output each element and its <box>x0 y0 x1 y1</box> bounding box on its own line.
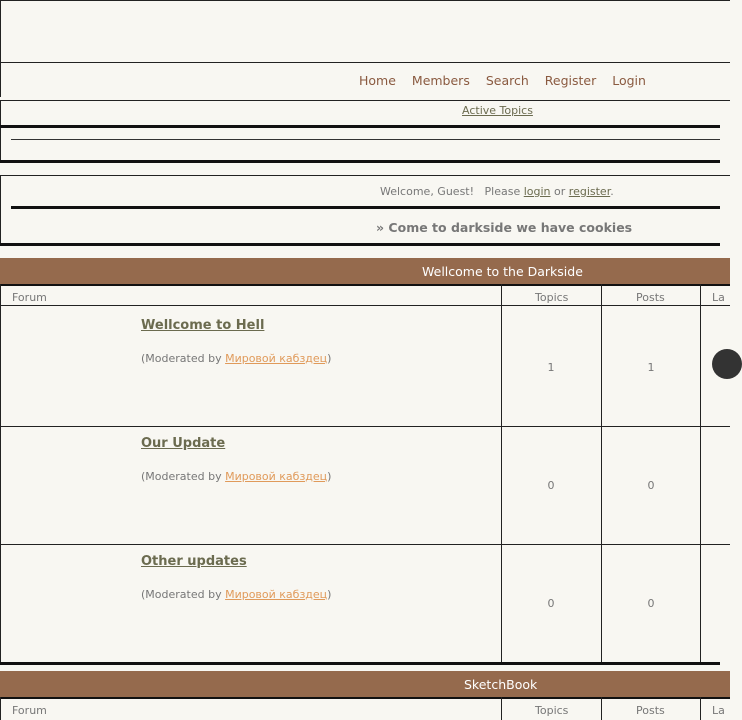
forum-link-our-update[interactable]: Our Update <box>141 436 226 451</box>
post-count: 0 <box>647 597 655 610</box>
moderator-link[interactable]: Мировой кабздец <box>225 352 328 365</box>
col-last: La <box>712 291 725 304</box>
moderated-by <box>141 588 331 601</box>
col-topics: Topics <box>535 704 569 717</box>
moderated-prefix: (Moderated by <box>141 588 226 601</box>
category-header <box>0 258 730 284</box>
welcome-please: Please <box>484 185 521 198</box>
welcome-register-link[interactable]: register <box>568 185 611 198</box>
active-topics-box <box>0 100 730 162</box>
category-title: SketchBook <box>464 677 538 692</box>
forum-link-wellcome-to-hell[interactable]: Wellcome to Hell <box>141 318 265 333</box>
table-bottom-border <box>0 662 720 665</box>
col-forum: Forum <box>12 291 47 304</box>
col-topics: Topics <box>535 291 569 304</box>
welcome-login-link[interactable]: login <box>523 185 551 198</box>
divider <box>11 206 720 209</box>
post-count: 0 <box>647 479 655 492</box>
nav-members-link[interactable]: Members <box>411 73 470 88</box>
nav-login-link[interactable]: Login <box>612 73 646 88</box>
welcome-period: . <box>610 185 614 198</box>
moderated-prefix: (Moderated by <box>141 352 226 365</box>
table-border <box>700 697 701 720</box>
topic-count: 0 <box>547 479 555 492</box>
topic-count: 0 <box>547 597 555 610</box>
announcement-text: » Come to darkside we have cookies <box>376 220 633 235</box>
row-separator <box>0 544 730 545</box>
table-border <box>0 284 1 664</box>
col-posts: Posts <box>636 704 665 717</box>
table-border <box>501 697 502 720</box>
forum-link-other-updates[interactable]: Other updates <box>141 554 247 569</box>
moderated-suffix: ) <box>327 352 332 365</box>
column-header-row <box>0 697 730 719</box>
active-topics-link[interactable]: Active Topics <box>462 104 533 117</box>
moderated-prefix: (Moderated by <box>141 470 226 483</box>
divider <box>0 125 720 128</box>
welcome-or: or <box>554 185 566 198</box>
category-header <box>0 671 730 697</box>
col-last: La <box>712 704 725 717</box>
table-border <box>0 697 1 720</box>
column-header-row <box>0 284 730 306</box>
moderated-suffix: ) <box>327 588 332 601</box>
moderator-link[interactable]: Мировой кабздец <box>225 470 328 483</box>
moderated-by <box>141 352 331 365</box>
topic-count: 1 <box>547 361 555 374</box>
nav-search-link[interactable]: Search <box>485 73 529 88</box>
avatar[interactable] <box>712 349 742 379</box>
row-separator <box>0 426 730 427</box>
welcome-greeting: Welcome, Guest! <box>380 185 475 198</box>
moderated-by <box>141 470 331 483</box>
nav-home-link[interactable]: Home <box>359 73 396 88</box>
moderated-suffix: ) <box>327 470 332 483</box>
divider <box>0 243 720 246</box>
main-navbar <box>0 72 720 90</box>
post-count: 1 <box>647 361 655 374</box>
divider <box>0 160 720 163</box>
category-title: Wellcome to the Darkside <box>422 264 583 279</box>
divider <box>11 139 720 140</box>
nav-register-link[interactable]: Register <box>544 73 597 88</box>
moderator-link[interactable]: Мировой кабздец <box>225 588 328 601</box>
col-forum: Forum <box>12 704 47 717</box>
table-border <box>601 697 602 720</box>
header-banner <box>0 0 730 63</box>
col-posts: Posts <box>636 291 665 304</box>
welcome-message <box>380 185 614 198</box>
